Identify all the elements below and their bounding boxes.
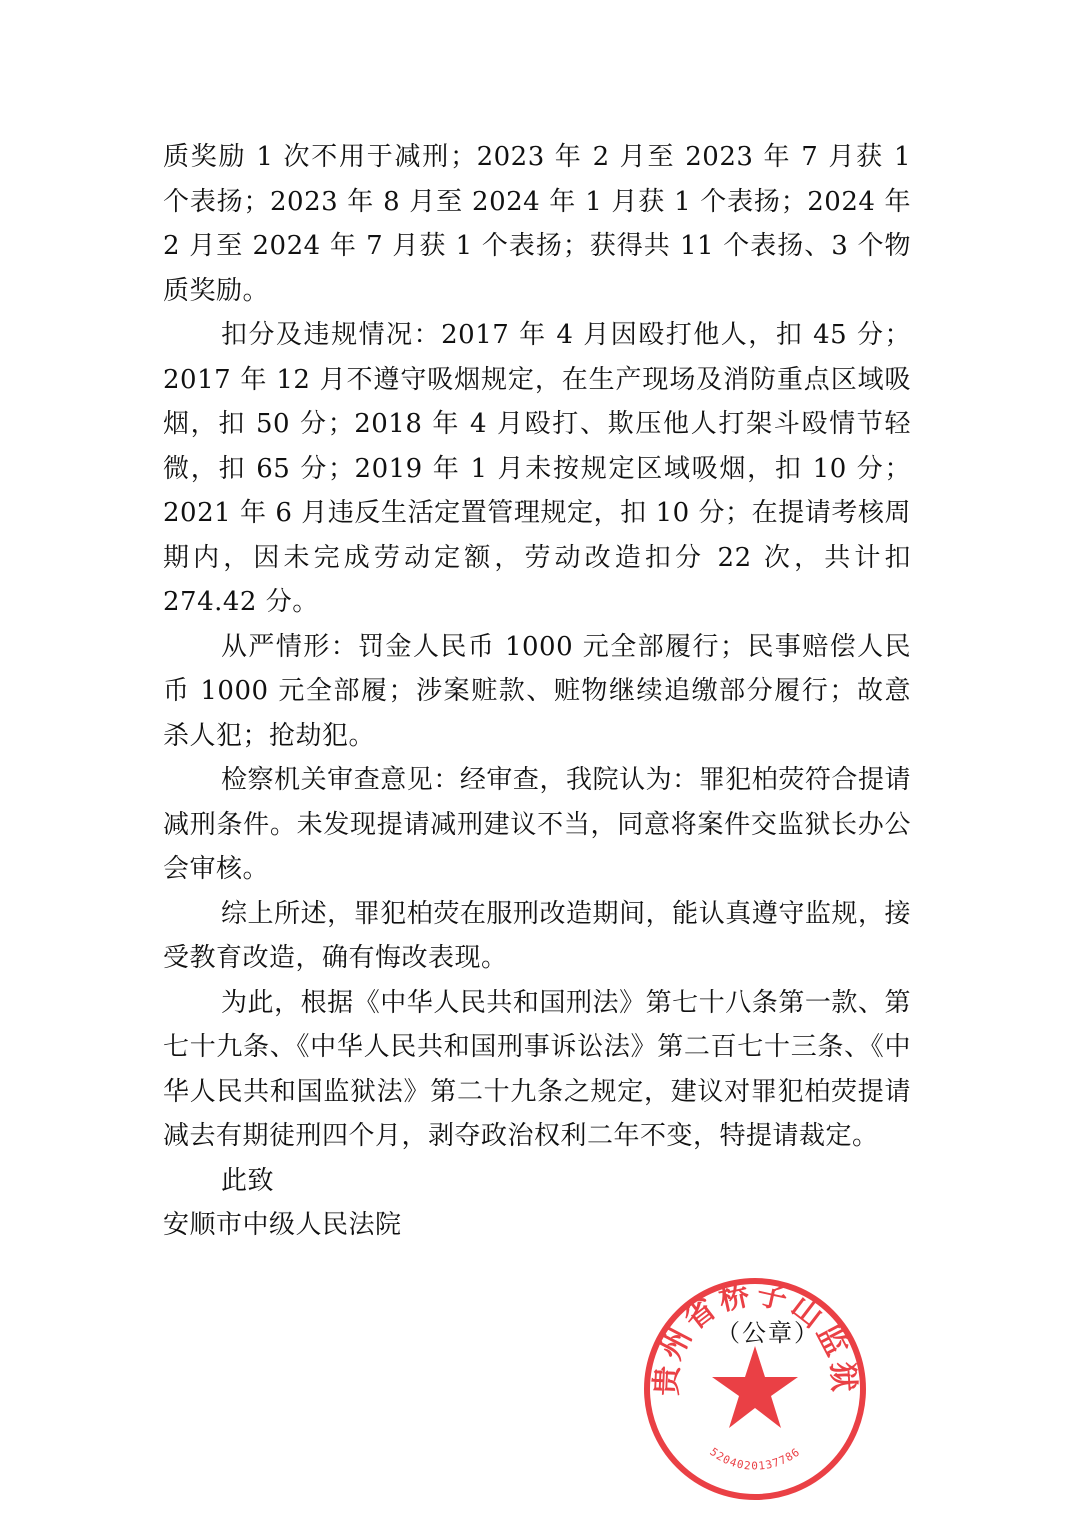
official-seal — [640, 1274, 870, 1504]
addressee: 安顺市中级人民法院 — [163, 1210, 402, 1240]
paragraph-recommendation: 为此，根据《中华人民共和国刑法》第七十八条第一款、第七十九条、《中华人民共和国刑事诉讼法》第二百七十三条、《中华人民共和国监狱法》第二十九条之规定，建议对罪犯柏荧提请减去有期徒刑四个月，剥夺政治权利二年不变，特提请裁定。 — [163, 987, 911, 1151]
paragraph-deductions: 扣分及违规情况：2017 年 4 月因殴打他人，扣 45 分；2017 年 12 月不遵守吸烟规定，在生产现场及消防重点区域吸烟，扣 50 分；2018 年 4 月殴打、欺压他人打架斗殴情节轻微，扣 65 分；2019 年 1 月未按规定区域吸烟，扣 10 分；2021 年 6 月违反生活定置管理规定，扣 10 分；在提请考核周期内，因未完成劳动定额，劳动改造扣分 22 次，共计扣 274.42 分。 — [163, 320, 911, 617]
seal-serial-number: 5204020137786 — [707, 1445, 803, 1473]
paragraph-summary: 综上所述，罪犯柏荧在服刑改造期间，能认真遵守监规，接受教育改造，确有悔改表现。 — [163, 898, 911, 973]
paragraph-procuratorate-opinion: 检察机关审查意见：经审查，我院认为：罪犯柏荧符合提请减刑条件。未发现提请减刑建议不当，同意将案件交监狱长办公会审核。 — [163, 765, 911, 884]
seal-top-text: 贵州省桥子山监狱 — [649, 1276, 861, 1397]
paragraph-rewards-continued: 质奖励 1 次不用于减刑；2023 年 2 月至 2023 年 7 月获 1 个表扬；2023 年 8 月至 2024 年 1 月获 1 个表扬；2024 年 2 月至 2024 年 7 月获 1 个表扬；获得共 11 个表扬、3 个物质奖励。 — [163, 142, 911, 306]
seal-star — [712, 1346, 798, 1428]
document-body — [163, 135, 911, 1248]
seal-label: （公章） — [716, 1319, 820, 1347]
paragraph-strict-circumstances: 从严情形：罚金人民币 1000 元全部履行；民事赔偿人民币 1000 元全部履；涉案赃款、赃物继续追缴部分履行；故意杀人犯；抢劫犯。 — [163, 631, 911, 751]
closing-salutation: 此致 — [221, 1165, 275, 1196]
